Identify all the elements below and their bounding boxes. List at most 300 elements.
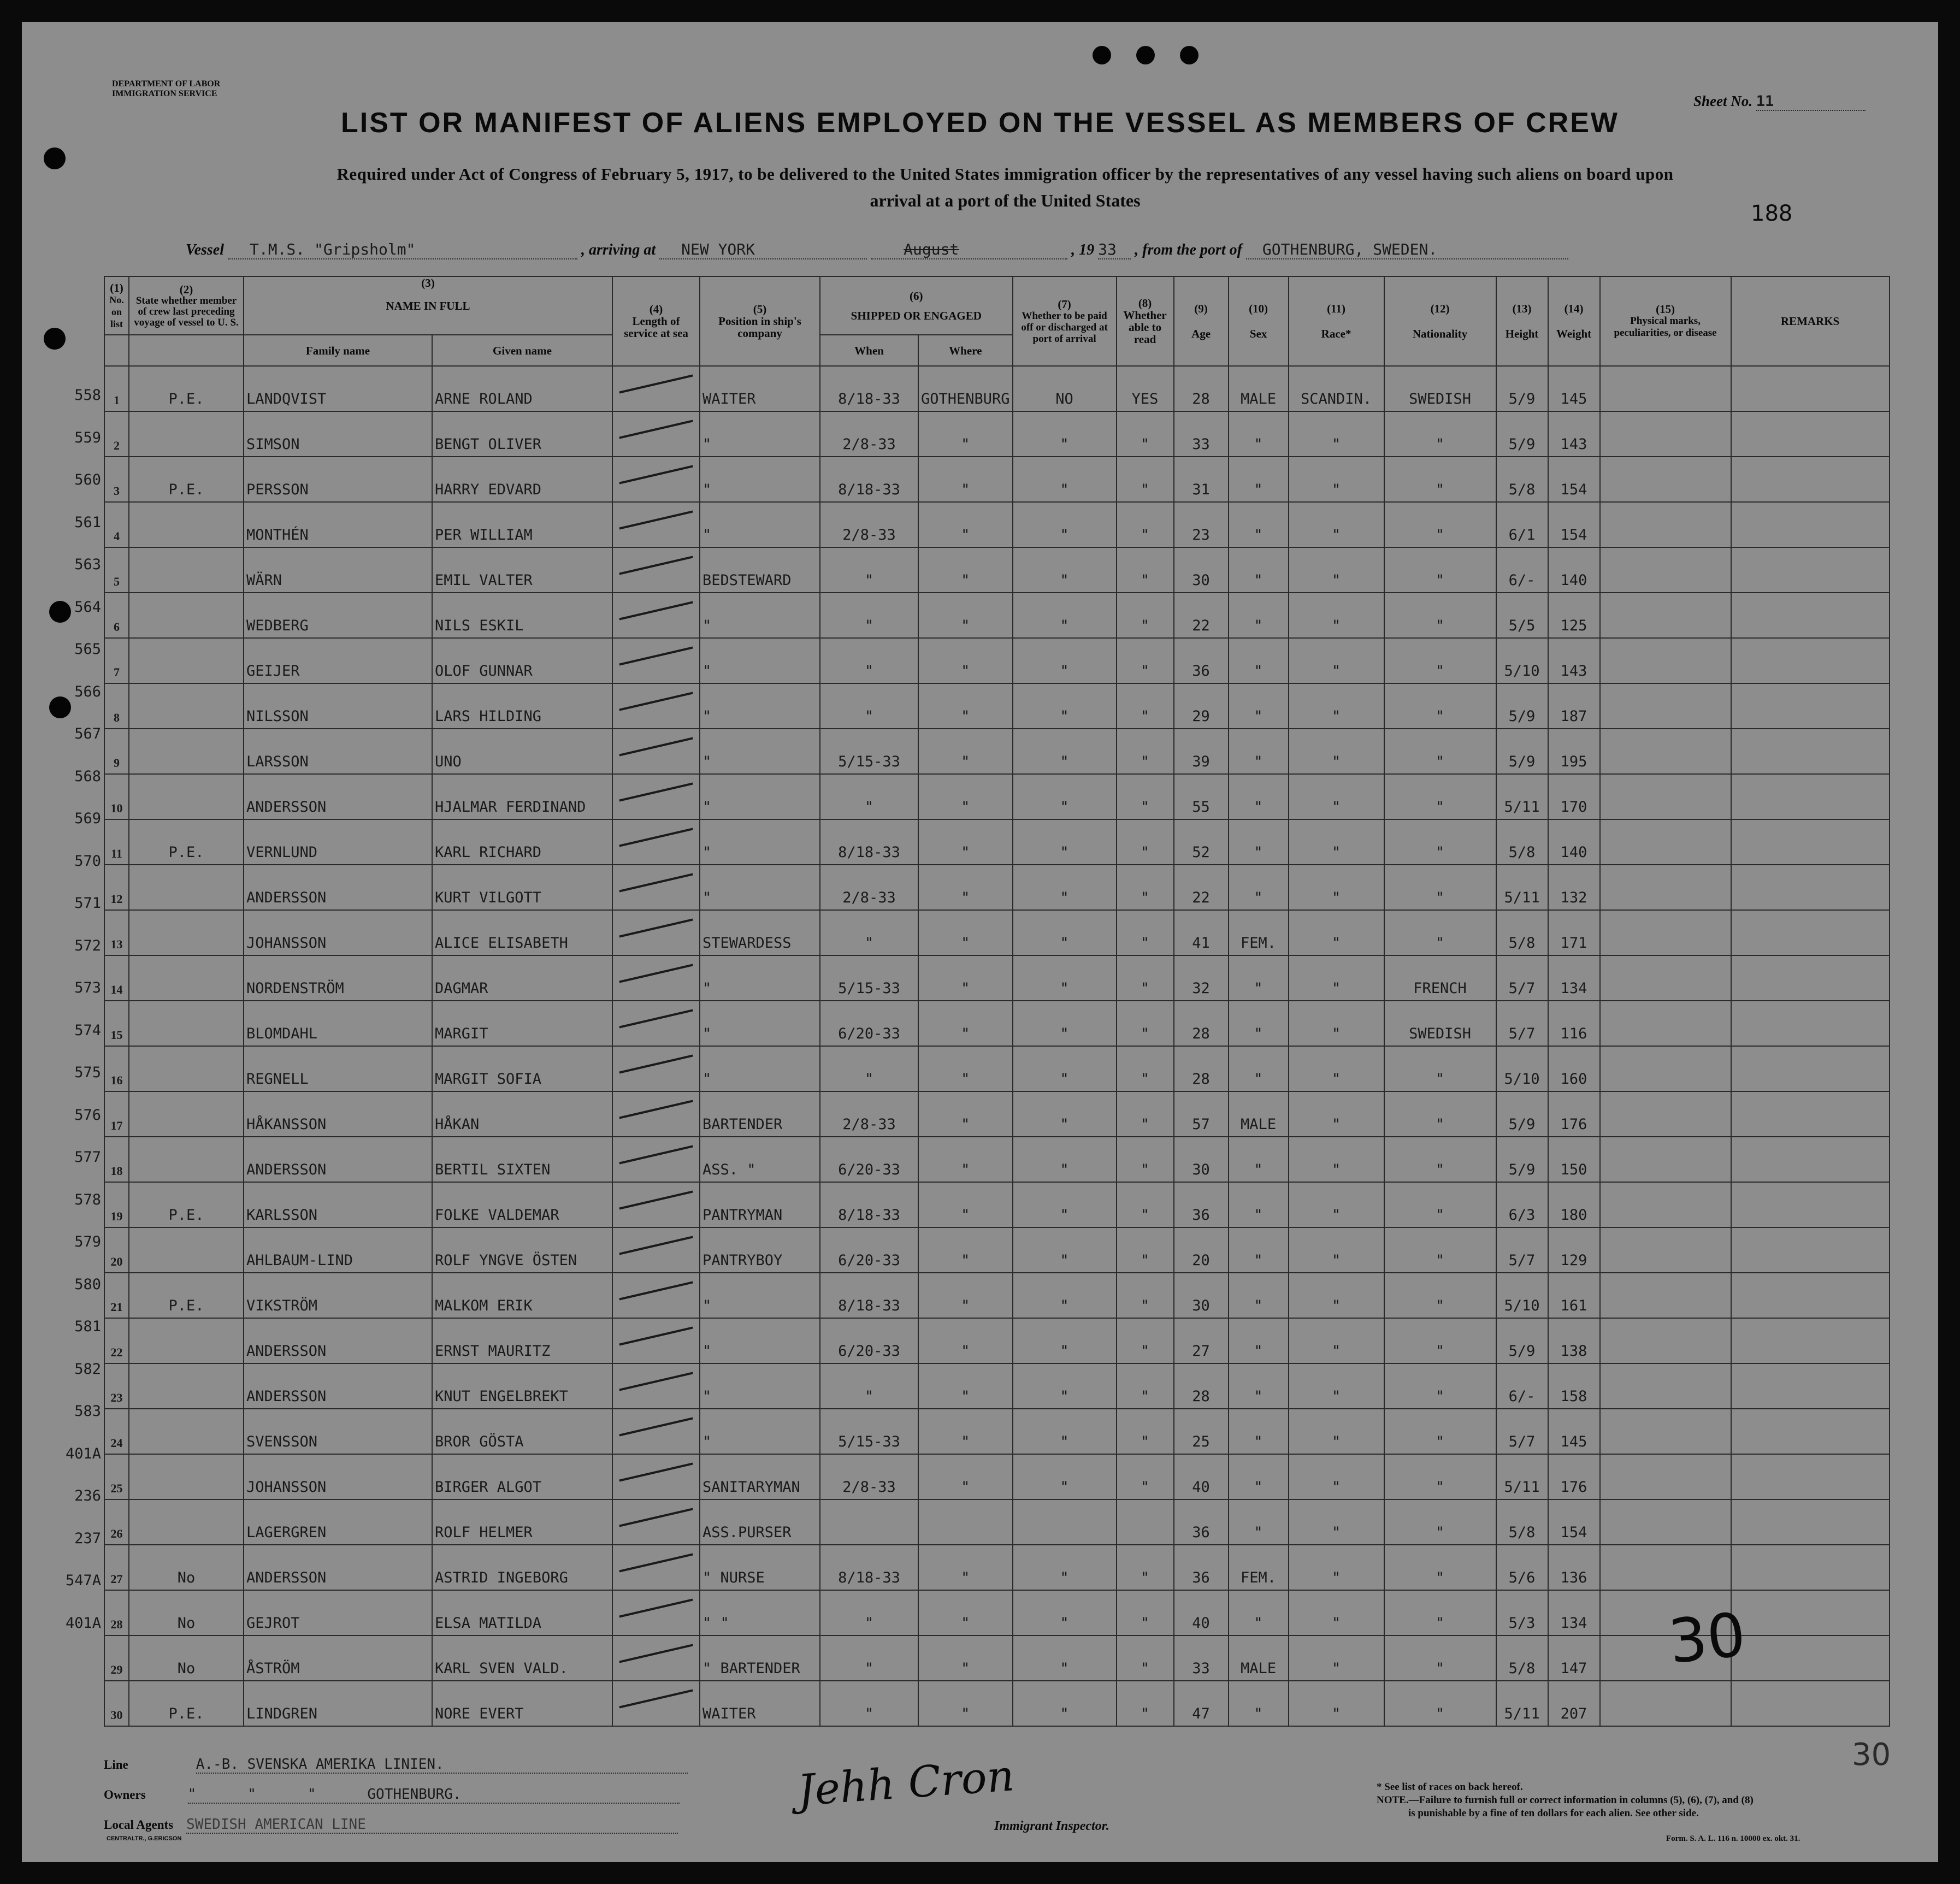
row-shipped-when: " bbox=[820, 638, 918, 683]
row-remarks bbox=[1731, 1409, 1890, 1454]
row-shipped-when: 2/8-33 bbox=[820, 1454, 918, 1499]
inspector-label: Immigrant Inspector. bbox=[994, 1819, 1109, 1833]
row-length-service bbox=[612, 1681, 700, 1726]
row-given-name: MARGIT SOFIA bbox=[432, 1046, 612, 1091]
row-age: 40 bbox=[1174, 1590, 1229, 1635]
row-able-read: " bbox=[1117, 502, 1174, 547]
col-when: When bbox=[820, 335, 918, 366]
row-race: SCANDIN. bbox=[1289, 366, 1384, 411]
row-length-service bbox=[612, 910, 700, 955]
row-shipped-when: " bbox=[820, 593, 918, 638]
row-paid-off: " bbox=[1013, 1318, 1117, 1363]
row-sex: " bbox=[1229, 1001, 1289, 1046]
row-length-service bbox=[612, 1182, 700, 1227]
row-position: " bbox=[700, 638, 820, 683]
row-able-read: " bbox=[1117, 1137, 1174, 1182]
length-service-slash bbox=[619, 601, 693, 621]
row-given-name: HARRY EDVARD bbox=[432, 457, 612, 502]
row-number: 16 bbox=[104, 1046, 129, 1091]
row-family-name: HÅKANSSON bbox=[244, 1091, 432, 1137]
vessel-value: T.M.S. "Gripsholm" bbox=[228, 240, 577, 259]
row-age: 55 bbox=[1174, 774, 1229, 819]
row-length-service bbox=[612, 1409, 700, 1454]
table-row bbox=[104, 366, 1890, 411]
row-number: 8 bbox=[104, 683, 129, 729]
row-age: 27 bbox=[1174, 1318, 1229, 1363]
row-able-read: " bbox=[1117, 411, 1174, 457]
row-weight: 160 bbox=[1548, 1046, 1600, 1091]
row-race: " bbox=[1289, 1590, 1384, 1635]
row-able-read: " bbox=[1117, 1182, 1174, 1227]
row-sex: MALE bbox=[1229, 366, 1289, 411]
row-height: 5/9 bbox=[1496, 366, 1548, 411]
row-able-read: " bbox=[1117, 593, 1174, 638]
row-shipped-where: " bbox=[918, 1454, 1013, 1499]
row-shipped-where: " bbox=[918, 1001, 1013, 1046]
col-shipped: (6) SHIPPED OR ENGAGED bbox=[820, 276, 1013, 335]
vessel-label: Vessel bbox=[186, 241, 224, 258]
row-able-read: " bbox=[1117, 1590, 1174, 1635]
row-race: " bbox=[1289, 411, 1384, 457]
row-shipped-where: " bbox=[918, 411, 1013, 457]
row-sex: " bbox=[1229, 774, 1289, 819]
row-family-name: LAGERGREN bbox=[244, 1499, 432, 1545]
row-given-name: MARGIT bbox=[432, 1001, 612, 1046]
table-row bbox=[104, 819, 1890, 865]
table-row bbox=[104, 1363, 1890, 1409]
row-shipped-when: 5/15-33 bbox=[820, 1409, 918, 1454]
row-race: " bbox=[1289, 1227, 1384, 1273]
row-given-name: FOLKE VALDEMAR bbox=[432, 1182, 612, 1227]
agents-label: Local Agents bbox=[104, 1818, 174, 1832]
row-shipped-where: " bbox=[918, 729, 1013, 774]
row-remarks bbox=[1731, 865, 1890, 910]
length-service-slash bbox=[619, 647, 693, 666]
table-row bbox=[104, 729, 1890, 774]
row-weight: 132 bbox=[1548, 865, 1600, 910]
row-height: 5/9 bbox=[1496, 729, 1548, 774]
row-paid-off: " bbox=[1013, 1001, 1117, 1046]
row-shipped-when: " bbox=[820, 774, 918, 819]
row-shipped-where: " bbox=[918, 774, 1013, 819]
table-row bbox=[104, 638, 1890, 683]
row-nationality: " bbox=[1384, 774, 1496, 819]
row-length-service bbox=[612, 1590, 700, 1635]
row-remarks bbox=[1731, 1182, 1890, 1227]
row-reference-number: 401A bbox=[65, 1614, 101, 1632]
row-sex: FEM. bbox=[1229, 1545, 1289, 1590]
row-reference-number: 401A bbox=[65, 1445, 101, 1462]
department-heading bbox=[112, 79, 220, 99]
row-number: 30 bbox=[104, 1681, 129, 1726]
row-nationality: " bbox=[1384, 1046, 1496, 1091]
row-physical-marks bbox=[1600, 593, 1731, 638]
row-family-name: SVENSSON bbox=[244, 1409, 432, 1454]
row-length-service bbox=[612, 955, 700, 1001]
row-state bbox=[129, 638, 244, 683]
row-paid-off: " bbox=[1013, 910, 1117, 955]
handwritten-total: 30 bbox=[1665, 1599, 1749, 1677]
row-remarks bbox=[1731, 1091, 1890, 1137]
row-physical-marks bbox=[1600, 502, 1731, 547]
row-race: " bbox=[1289, 910, 1384, 955]
row-position: " bbox=[700, 1273, 820, 1318]
row-shipped-when: 8/18-33 bbox=[820, 1273, 918, 1318]
row-remarks bbox=[1731, 366, 1890, 411]
row-paid-off: " bbox=[1013, 1227, 1117, 1273]
sheet-no-value: 11 bbox=[1756, 93, 1865, 111]
row-physical-marks bbox=[1600, 1091, 1731, 1137]
row-shipped-where: " bbox=[918, 819, 1013, 865]
length-service-slash bbox=[619, 1145, 693, 1165]
row-age: 22 bbox=[1174, 865, 1229, 910]
row-height: 5/11 bbox=[1496, 774, 1548, 819]
row-number: 23 bbox=[104, 1363, 129, 1409]
form-number: Form. S. A. L. 116 n. 10000 ex. okt. 31. bbox=[1666, 1834, 1800, 1843]
row-length-service bbox=[612, 774, 700, 819]
row-number: 3 bbox=[104, 457, 129, 502]
row-nationality: " bbox=[1384, 910, 1496, 955]
row-paid-off: " bbox=[1013, 1635, 1117, 1681]
footer-agents-field bbox=[104, 1816, 678, 1834]
row-nationality: " bbox=[1384, 865, 1496, 910]
length-service-slash bbox=[619, 1599, 693, 1618]
row-shipped-when: " bbox=[820, 1590, 918, 1635]
row-nationality: " bbox=[1384, 1363, 1496, 1409]
sheet-label: Sheet No. bbox=[1693, 93, 1752, 109]
row-shipped-when bbox=[820, 1499, 918, 1545]
row-age: 39 bbox=[1174, 729, 1229, 774]
row-length-service bbox=[612, 1318, 700, 1363]
row-given-name: NILS ESKIL bbox=[432, 593, 612, 638]
row-sex: " bbox=[1229, 457, 1289, 502]
row-sex: " bbox=[1229, 1273, 1289, 1318]
row-nationality: " bbox=[1384, 1137, 1496, 1182]
row-height: 5/10 bbox=[1496, 1273, 1548, 1318]
row-height: 5/7 bbox=[1496, 1227, 1548, 1273]
row-shipped-where: " bbox=[918, 1363, 1013, 1409]
row-state bbox=[129, 593, 244, 638]
row-state: P.E. bbox=[129, 457, 244, 502]
row-race: " bbox=[1289, 1046, 1384, 1091]
row-physical-marks bbox=[1600, 1137, 1731, 1182]
row-weight: 134 bbox=[1548, 955, 1600, 1001]
row-position: PANTRYMAN bbox=[700, 1182, 820, 1227]
row-physical-marks bbox=[1600, 774, 1731, 819]
length-service-slash bbox=[619, 1281, 693, 1301]
note-line-2: is punishable by a fine of ten dollars for each alien. See other side. bbox=[1408, 1808, 1699, 1819]
row-remarks bbox=[1731, 1318, 1890, 1363]
row-reference-number: 566 bbox=[74, 683, 101, 700]
row-remarks bbox=[1731, 1545, 1890, 1590]
row-given-name: LARS HILDING bbox=[432, 683, 612, 729]
row-sex: MALE bbox=[1229, 1091, 1289, 1137]
row-shipped-when: " bbox=[820, 1681, 918, 1726]
row-given-name: ARNE ROLAND bbox=[432, 366, 612, 411]
row-paid-off: " bbox=[1013, 955, 1117, 1001]
row-age: 30 bbox=[1174, 547, 1229, 593]
col-weight: (14) Weight bbox=[1548, 276, 1600, 366]
year-label: , 19 bbox=[1071, 241, 1095, 258]
row-position: " bbox=[700, 729, 820, 774]
row-physical-marks bbox=[1600, 1046, 1731, 1091]
row-reference-number: 575 bbox=[74, 1064, 101, 1081]
row-remarks bbox=[1731, 819, 1890, 865]
row-shipped-when: " bbox=[820, 1635, 918, 1681]
manifest-sheet bbox=[22, 22, 1938, 1862]
row-reference-number: 576 bbox=[74, 1106, 101, 1124]
row-able-read: " bbox=[1117, 457, 1174, 502]
row-family-name: JOHANSSON bbox=[244, 910, 432, 955]
row-shipped-when: 8/18-33 bbox=[820, 1182, 918, 1227]
row-paid-off: " bbox=[1013, 1182, 1117, 1227]
row-weight: 134 bbox=[1548, 1590, 1600, 1635]
table-row bbox=[104, 1091, 1890, 1137]
row-length-service bbox=[612, 411, 700, 457]
row-physical-marks bbox=[1600, 1454, 1731, 1499]
row-given-name: OLOF GUNNAR bbox=[432, 638, 612, 683]
row-height: 5/8 bbox=[1496, 819, 1548, 865]
line-label: Line bbox=[104, 1758, 128, 1771]
port-label: , from the port of bbox=[1135, 241, 1242, 258]
row-paid-off: " bbox=[1013, 411, 1117, 457]
length-service-slash bbox=[619, 1372, 693, 1391]
row-height: 5/9 bbox=[1496, 1137, 1548, 1182]
row-remarks bbox=[1731, 1046, 1890, 1091]
row-reference-number: 570 bbox=[74, 852, 101, 870]
length-service-slash bbox=[619, 873, 693, 893]
row-state bbox=[129, 502, 244, 547]
row-sex: " bbox=[1229, 1363, 1289, 1409]
row-number: 10 bbox=[104, 774, 129, 819]
row-given-name: EMIL VALTER bbox=[432, 547, 612, 593]
line-value: A.-B. SVENSKA AMERIKA LINIEN. bbox=[196, 1756, 688, 1774]
length-service-slash bbox=[619, 465, 693, 485]
row-sex: " bbox=[1229, 1046, 1289, 1091]
row-remarks bbox=[1731, 683, 1890, 729]
row-state bbox=[129, 1363, 244, 1409]
arriving-label: , arriving at bbox=[581, 241, 656, 258]
row-position: " bbox=[700, 502, 820, 547]
row-paid-off: " bbox=[1013, 1273, 1117, 1318]
row-given-name: ASTRID INGEBORG bbox=[432, 1545, 612, 1590]
col-able-read: (8) Whether able to read bbox=[1117, 276, 1174, 366]
row-remarks bbox=[1731, 1635, 1890, 1681]
row-position: STEWARDESS bbox=[700, 910, 820, 955]
col-family-name: Family name bbox=[244, 335, 432, 366]
row-remarks bbox=[1731, 1273, 1890, 1318]
row-reference-number: 569 bbox=[74, 810, 101, 827]
row-shipped-where: " bbox=[918, 865, 1013, 910]
col-height: (13) Height bbox=[1496, 276, 1548, 366]
row-position: BARTENDER bbox=[700, 1091, 820, 1137]
row-age: 36 bbox=[1174, 638, 1229, 683]
page-title: LIST OR MANIFEST OF ALIENS EMPLOYED ON THE VESSEL AS MEMBERS OF CREW bbox=[341, 107, 1619, 139]
row-family-name: MONTHÉN bbox=[244, 502, 432, 547]
row-sex: FEM. bbox=[1229, 910, 1289, 955]
row-given-name: ELSA MATILDA bbox=[432, 1590, 612, 1635]
row-state: No bbox=[129, 1590, 244, 1635]
table-row bbox=[104, 1001, 1890, 1046]
row-remarks bbox=[1731, 1227, 1890, 1273]
row-weight: 158 bbox=[1548, 1363, 1600, 1409]
row-state bbox=[129, 774, 244, 819]
row-race: " bbox=[1289, 457, 1384, 502]
row-paid-off: " bbox=[1013, 1590, 1117, 1635]
row-given-name: MALKOM ERIK bbox=[432, 1273, 612, 1318]
row-shipped-when: 5/15-33 bbox=[820, 729, 918, 774]
col-no: (1) No. on list bbox=[104, 276, 129, 335]
row-able-read: " bbox=[1117, 819, 1174, 865]
row-physical-marks bbox=[1600, 1681, 1731, 1726]
row-paid-off: " bbox=[1013, 683, 1117, 729]
col-length-service: (4) Length of service at sea bbox=[612, 276, 700, 366]
row-number: 24 bbox=[104, 1409, 129, 1454]
row-state: P.E. bbox=[129, 366, 244, 411]
table-row bbox=[104, 593, 1890, 638]
crew-manifest-table bbox=[104, 276, 1890, 1727]
row-remarks bbox=[1731, 1590, 1890, 1635]
row-age: 22 bbox=[1174, 593, 1229, 638]
row-nationality: " bbox=[1384, 1091, 1496, 1137]
row-height: 5/9 bbox=[1496, 411, 1548, 457]
row-race: " bbox=[1289, 1363, 1384, 1409]
row-length-service bbox=[612, 1137, 700, 1182]
row-remarks bbox=[1731, 457, 1890, 502]
row-paid-off: " bbox=[1013, 502, 1117, 547]
row-family-name: ANDERSSON bbox=[244, 1137, 432, 1182]
row-race: " bbox=[1289, 955, 1384, 1001]
row-nationality: " bbox=[1384, 638, 1496, 683]
row-state bbox=[129, 1091, 244, 1137]
row-length-service bbox=[612, 638, 700, 683]
row-height: 5/7 bbox=[1496, 1001, 1548, 1046]
table-row bbox=[104, 1590, 1890, 1635]
row-paid-off: " bbox=[1013, 1046, 1117, 1091]
row-age: 20 bbox=[1174, 1227, 1229, 1273]
col-paid-off: (7) Whether to be paid off or discharged at port of arrival bbox=[1013, 276, 1117, 366]
row-number: 29 bbox=[104, 1635, 129, 1681]
row-paid-off: " bbox=[1013, 1137, 1117, 1182]
row-state bbox=[129, 411, 244, 457]
row-state bbox=[129, 547, 244, 593]
row-given-name: HÅKAN bbox=[432, 1091, 612, 1137]
row-position: " bbox=[700, 1409, 820, 1454]
row-state: No bbox=[129, 1545, 244, 1590]
row-weight: 116 bbox=[1548, 1001, 1600, 1046]
row-reference-number: 574 bbox=[74, 1021, 101, 1039]
inspector-signature: Jehh Cron bbox=[796, 1751, 1016, 1816]
row-family-name: GEIJER bbox=[244, 638, 432, 683]
row-shipped-where: " bbox=[918, 1227, 1013, 1273]
length-service-slash bbox=[619, 737, 693, 757]
row-sex: " bbox=[1229, 1409, 1289, 1454]
row-physical-marks bbox=[1600, 1273, 1731, 1318]
row-nationality: " bbox=[1384, 729, 1496, 774]
row-race: " bbox=[1289, 1454, 1384, 1499]
row-race: " bbox=[1289, 502, 1384, 547]
row-shipped-where: " bbox=[918, 457, 1013, 502]
row-state bbox=[129, 955, 244, 1001]
row-weight: 129 bbox=[1548, 1227, 1600, 1273]
row-reference-number: 564 bbox=[74, 598, 101, 616]
row-remarks bbox=[1731, 1137, 1890, 1182]
length-service-slash bbox=[619, 1463, 693, 1482]
row-able-read: " bbox=[1117, 638, 1174, 683]
row-reference-number: 577 bbox=[74, 1149, 101, 1166]
row-given-name: BERTIL SIXTEN bbox=[432, 1137, 612, 1182]
row-family-name: NILSSON bbox=[244, 683, 432, 729]
row-nationality: SWEDISH bbox=[1384, 366, 1496, 411]
page-number: 188 bbox=[1751, 201, 1793, 226]
row-shipped-when: " bbox=[820, 547, 918, 593]
row-given-name: KARL SVEN VALD. bbox=[432, 1635, 612, 1681]
row-length-service bbox=[612, 1454, 700, 1499]
row-nationality: " bbox=[1384, 1545, 1496, 1590]
row-nationality: " bbox=[1384, 1409, 1496, 1454]
row-nationality: " bbox=[1384, 547, 1496, 593]
row-height: 5/11 bbox=[1496, 1681, 1548, 1726]
row-state bbox=[129, 1499, 244, 1545]
footer-owners-field bbox=[104, 1786, 680, 1804]
row-number: 4 bbox=[104, 502, 129, 547]
row-position: ASS.PURSER bbox=[700, 1499, 820, 1545]
row-race: " bbox=[1289, 774, 1384, 819]
row-position: " bbox=[700, 774, 820, 819]
row-number: 1 bbox=[104, 366, 129, 411]
row-position: " bbox=[700, 955, 820, 1001]
row-family-name: VIKSTRÖM bbox=[244, 1273, 432, 1318]
row-given-name: PER WILLIAM bbox=[432, 502, 612, 547]
row-shipped-when: 8/18-33 bbox=[820, 366, 918, 411]
length-service-slash bbox=[619, 511, 693, 530]
row-weight: 150 bbox=[1548, 1137, 1600, 1182]
row-state: No bbox=[129, 1635, 244, 1681]
row-shipped-where: " bbox=[918, 683, 1013, 729]
date-value: August bbox=[871, 240, 1067, 259]
row-sex: " bbox=[1229, 1499, 1289, 1545]
row-sex: " bbox=[1229, 1137, 1289, 1182]
row-number: 28 bbox=[104, 1590, 129, 1635]
row-number: 15 bbox=[104, 1001, 129, 1046]
row-race: " bbox=[1289, 1545, 1384, 1590]
row-able-read: " bbox=[1117, 1273, 1174, 1318]
table-row bbox=[104, 955, 1890, 1001]
length-service-slash bbox=[619, 1508, 693, 1527]
length-service-slash bbox=[619, 692, 693, 711]
row-reference-number: 561 bbox=[74, 513, 101, 531]
row-sex: " bbox=[1229, 1454, 1289, 1499]
row-family-name: PERSSON bbox=[244, 457, 432, 502]
row-weight: 140 bbox=[1548, 819, 1600, 865]
row-reference-number: 582 bbox=[74, 1360, 101, 1378]
row-physical-marks bbox=[1600, 1227, 1731, 1273]
row-race: " bbox=[1289, 1182, 1384, 1227]
row-physical-marks bbox=[1600, 1182, 1731, 1227]
row-number: 6 bbox=[104, 593, 129, 638]
row-position: " bbox=[700, 1001, 820, 1046]
row-remarks bbox=[1731, 729, 1890, 774]
table-row bbox=[104, 547, 1890, 593]
row-nationality: " bbox=[1384, 1182, 1496, 1227]
row-physical-marks bbox=[1600, 1545, 1731, 1590]
punch-hole bbox=[1136, 46, 1155, 64]
row-state bbox=[129, 683, 244, 729]
table-row bbox=[104, 411, 1890, 457]
row-sex: MALE bbox=[1229, 1635, 1289, 1681]
row-height: 5/9 bbox=[1496, 683, 1548, 729]
row-sex: " bbox=[1229, 1182, 1289, 1227]
